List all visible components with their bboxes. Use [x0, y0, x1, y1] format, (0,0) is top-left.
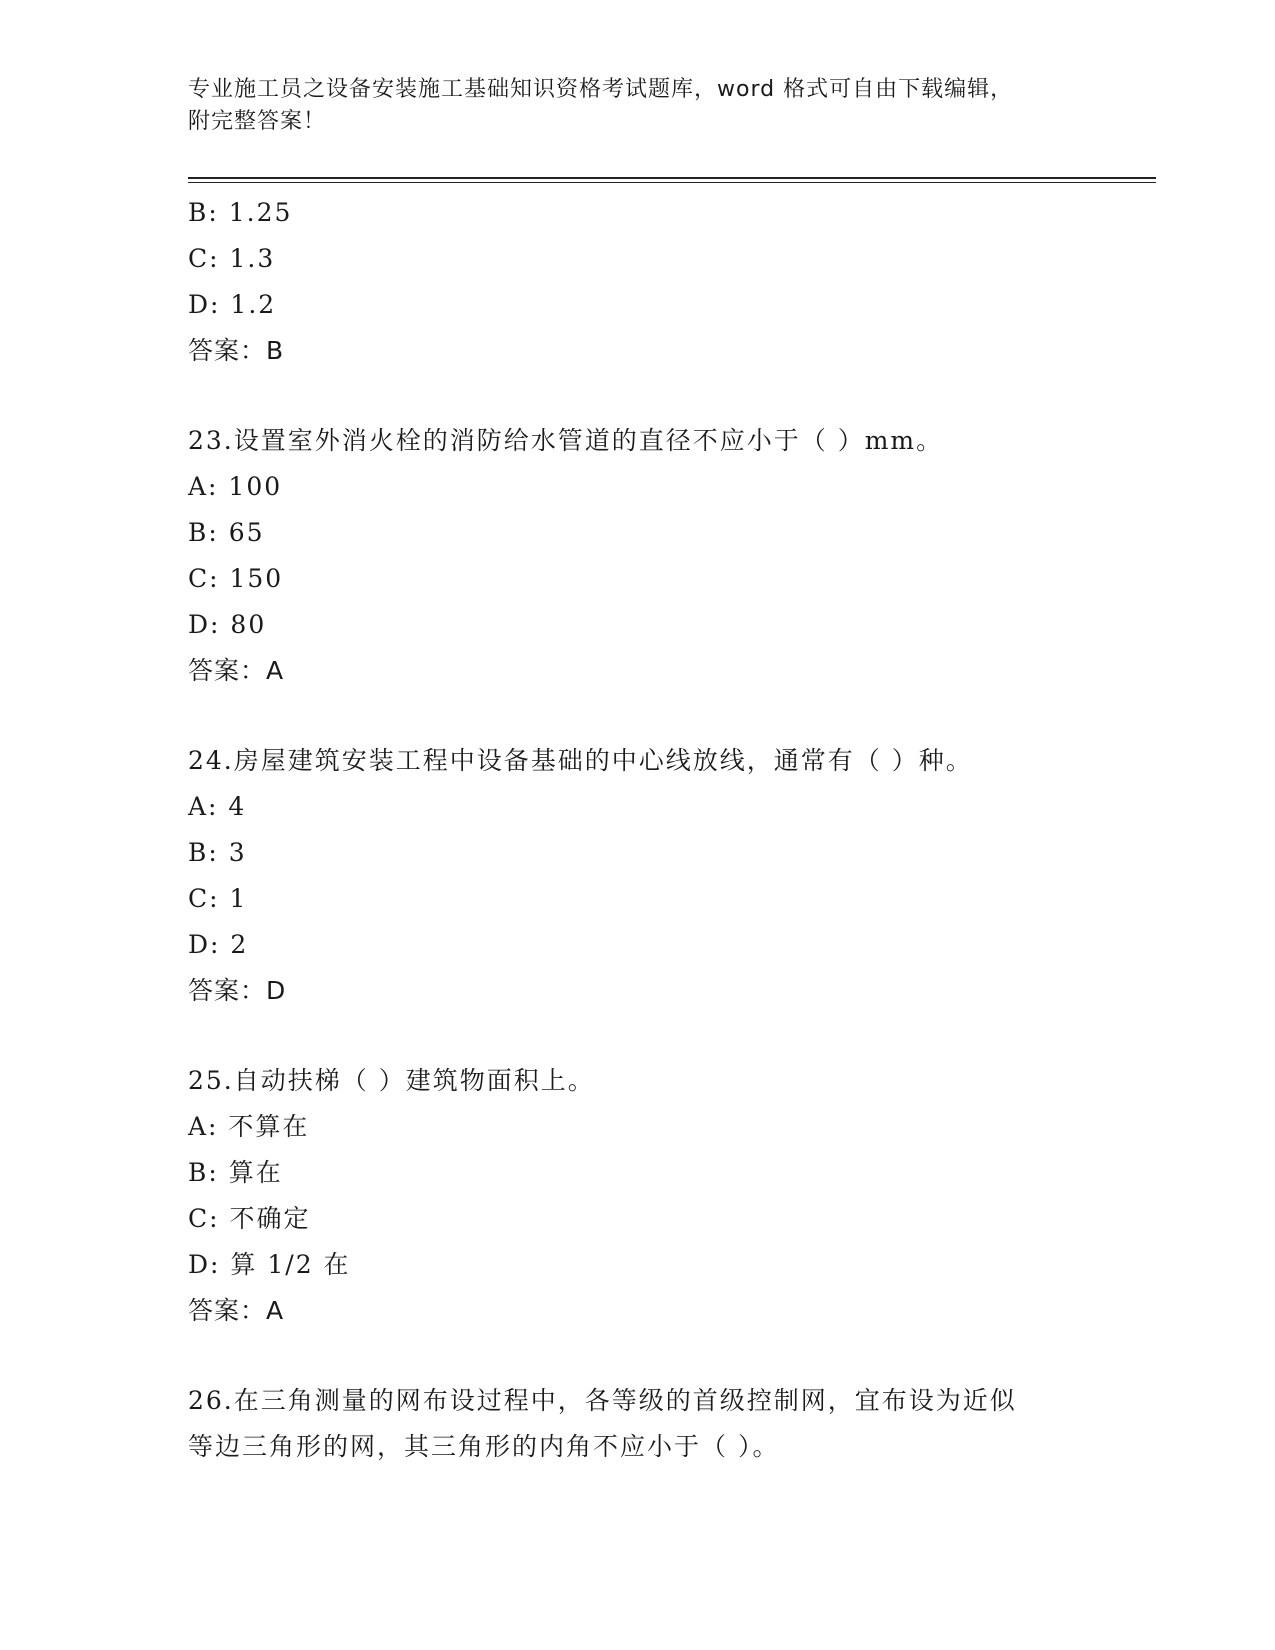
question-stem-line-2: 等边三角形的网，其三角形的内角不应小于（ ）。: [188, 1432, 780, 1461]
answer-line: 答案：A: [188, 656, 285, 685]
option-c: C: 1: [188, 884, 248, 913]
header-line-1: 专业施工员之设备安装施工基础知识资格考试题库，word 格式可自由下载编辑，: [188, 77, 1014, 102]
option-d: D: 算 1/2 在: [188, 1250, 351, 1279]
question-list: [188, 190, 1156, 1470]
option-d: D: 1.2: [188, 290, 277, 319]
answer-line: 答案：B: [188, 336, 285, 365]
document-header: [188, 74, 1068, 138]
option-d: D: 80: [188, 610, 267, 639]
option-b: B: 1.25: [188, 198, 293, 227]
header-rule-thin: [188, 182, 1156, 183]
question-22: [188, 190, 1156, 374]
question-23: [188, 418, 1156, 694]
question-stem: 25.自动扶梯（ ）建筑物面积上。: [188, 1066, 595, 1095]
option-a: A: 100: [188, 472, 283, 501]
question-stem: 24.房屋建筑安装工程中设备基础的中心线放线，通常有（ ）种。: [188, 746, 973, 775]
question-24: [188, 738, 1156, 1014]
option-b: B: 算在: [188, 1158, 283, 1187]
spacer: [188, 374, 1156, 418]
answer-line: 答案：D: [188, 976, 287, 1005]
option-c: C: 150: [188, 564, 284, 593]
header-line-2: 附完整答案！: [188, 109, 327, 134]
spacer: [188, 694, 1156, 738]
spacer: [188, 1014, 1156, 1058]
question-stem-line-1: 26.在三角测量的网布设过程中，各等级的首级控制网，宜布设为近似: [188, 1386, 1017, 1415]
question-stem: 23.设置室外消火栓的消防给水管道的直径不应小于（ ）mm。: [188, 426, 944, 455]
answer-line: 答案：A: [188, 1296, 285, 1325]
option-b: B: 3: [188, 838, 247, 867]
option-c: C: 不确定: [188, 1204, 311, 1233]
option-c: C: 1.3: [188, 244, 276, 273]
question-26: [188, 1378, 1156, 1470]
option-a: A: 4: [188, 792, 247, 821]
question-25: [188, 1058, 1156, 1334]
header-rule-thick: [188, 177, 1156, 179]
spacer: [188, 1334, 1156, 1378]
option-b: B: 65: [188, 518, 265, 547]
option-a: A: 不算在: [188, 1112, 310, 1141]
option-d: D: 2: [188, 930, 249, 959]
